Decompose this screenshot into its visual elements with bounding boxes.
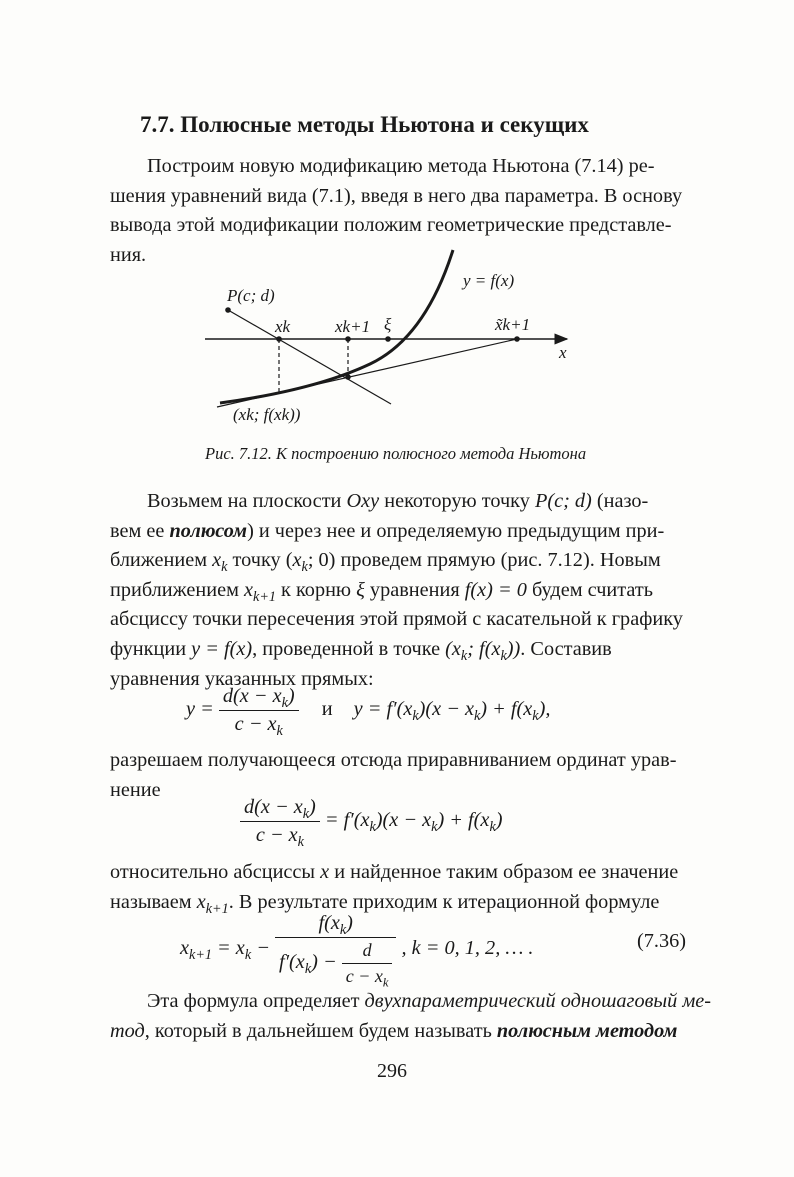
text-line: ния.: [110, 243, 147, 266]
text: Возьмем на плоскости: [147, 490, 347, 512]
label-pole: P(c; d): [227, 286, 275, 305]
math: $x_{k+1}$: [196, 890, 229, 917]
text-line: нение: [110, 778, 161, 801]
text-line: [110, 1017, 702, 1047]
point-xk: [276, 336, 282, 342]
text-line: вывода этой модификации положим геометрические представле-: [110, 214, 672, 237]
eq-conjunction: и: [321, 698, 333, 721]
tangent-line: [217, 339, 517, 407]
term-polar-method: полюсным методом: [496, 1019, 678, 1042]
text: и найденное таким образом ее значение: [329, 861, 679, 883]
denominator: $c - x_k$: [234, 713, 283, 739]
equation-equate: [240, 796, 503, 850]
text-line: абсциссу точки пересечения этой прямой с касательной к графику: [110, 608, 683, 631]
text: . Составив: [520, 637, 612, 660]
math: $x_k$: [212, 549, 228, 576]
fraction: [219, 685, 299, 739]
term-method: двухпараметрический одношаговый ме-: [364, 990, 712, 1012]
page-number: 296: [377, 1060, 407, 1082]
label-xi: ξ: [384, 315, 392, 334]
math: $x_k$: [292, 549, 308, 576]
numerator: $d(x - x_k)$: [240, 796, 320, 822]
eq-lhs: y =: [186, 698, 214, 721]
text: называем: [110, 890, 197, 913]
text: приближением: [110, 578, 244, 601]
label-x-axis: x: [559, 343, 567, 362]
text: точку (: [227, 549, 293, 572]
math: x: [320, 861, 330, 883]
inner-numerator: d: [342, 940, 393, 964]
figure-caption: Рис. 7.12. К построению полюсного метода Ньютона: [205, 444, 587, 463]
section-heading: 7.7. Полюсные методы Ньютона и секущих: [140, 112, 589, 137]
text: относительно абсциссы: [110, 861, 321, 883]
term-polus: полюсом: [169, 519, 248, 542]
label-xk: xk: [275, 317, 291, 336]
text-line: [110, 635, 702, 665]
text-line: [110, 487, 702, 517]
text: , который в дальнейшем будем называть: [144, 1019, 497, 1042]
body-paragraph-1: [110, 487, 702, 694]
text-line: Построим новую модификацию метода Ньютона (7.14) ре-: [147, 155, 655, 177]
denominator: $f'(x_k)$ − $\frac{d}{c - x_k}$: [275, 938, 396, 987]
body-paragraph-4: [110, 987, 712, 1046]
fraction: [240, 796, 320, 850]
eq-lhs: $x_{k+1} = x_k$ −: [180, 937, 270, 964]
point-xi: [385, 336, 391, 342]
text: некоторую точку: [379, 490, 535, 512]
text: (назо-: [591, 490, 649, 512]
label-curve: y = f(x): [463, 271, 515, 290]
denominator: $c - x_k$: [255, 824, 304, 850]
equation-number: (7.36): [637, 930, 686, 952]
text: к корню: [275, 578, 357, 601]
numerator: $d(x - x_k)$: [219, 685, 299, 711]
text-line: [110, 546, 702, 576]
text-line: [110, 987, 712, 1017]
label-point: (xk; f(xk)): [233, 405, 301, 424]
equation-main: [180, 912, 534, 990]
math: $x_{k+1}$: [244, 578, 276, 605]
eq-rhs: $y = f'(x_k)(x - x_k) + f(x_k)$,: [353, 698, 551, 725]
body-paragraph-3: [110, 858, 702, 917]
text: , проведенной в точке: [252, 637, 446, 660]
intersection-point: [345, 374, 351, 380]
eq-tail: , k = 0, 1, 2, … .: [401, 937, 534, 960]
math: ξ: [356, 578, 365, 601]
label-xk1-tilde: x̃k+1: [495, 315, 531, 334]
text: уравнения: [364, 578, 465, 601]
text: вем ее: [110, 519, 170, 542]
text-line: разрешаем получающееся отсюда приравниванием ординат урав-: [110, 749, 677, 771]
inner-denominator: $c - x_k$: [345, 966, 389, 990]
text-line: [110, 858, 702, 888]
math: f(x) = 0: [464, 578, 527, 601]
text-line: шения уравнений вида (7.1), введя в него два параметра. В основу: [110, 184, 683, 207]
text-line: [110, 576, 702, 606]
text: Эта формула определяет: [147, 990, 365, 1012]
inner-fraction: [342, 940, 393, 990]
text-line: уравнения указанных прямых:: [110, 667, 374, 690]
text: ближением: [110, 549, 213, 572]
math: ($x_k$; $f(x_k)$): [445, 637, 521, 664]
point-xk1-tilde: [514, 336, 520, 342]
fraction: [275, 912, 396, 990]
text: функции: [110, 637, 192, 660]
text-line: [110, 517, 702, 547]
pole-point: [225, 307, 231, 313]
text: ) и через нее и определяемую предыдущим при-: [247, 519, 665, 542]
numerator: $f(x_k)$: [275, 912, 396, 938]
text: . В результате приходим к итерационной формуле: [228, 890, 660, 913]
eq-rhs: = $f'(x_k)(x - x_k) + f(x_k)$: [324, 809, 503, 836]
point-xk1: [345, 336, 351, 342]
term-method: тод: [110, 1019, 145, 1042]
text: будем считать: [526, 578, 653, 601]
math: Oxy: [346, 490, 380, 512]
figure-pole-newton: [195, 240, 585, 440]
label-xk1: xk+1: [335, 317, 371, 336]
text: ; 0) проведем прямую (рис. 7.12). Новым: [307, 549, 661, 572]
math: P(c; d): [534, 490, 592, 512]
equation-lines: [186, 685, 551, 739]
math: y = f(x): [191, 637, 253, 660]
